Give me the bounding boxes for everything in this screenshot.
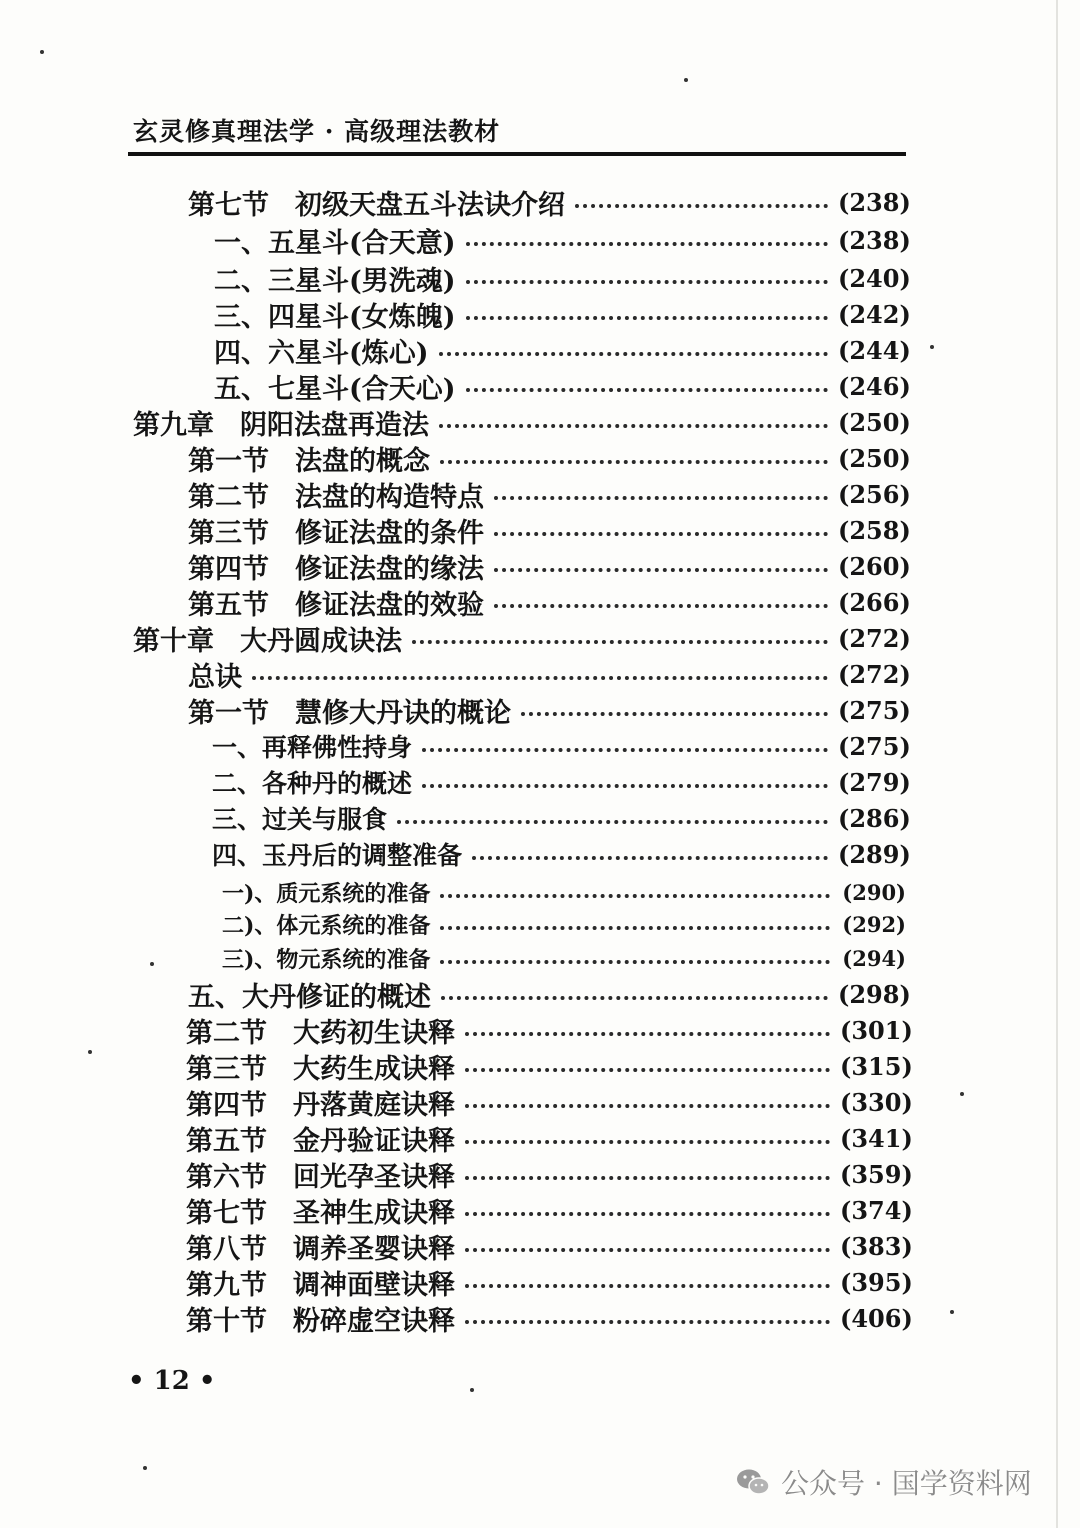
wechat-icon: [735, 1467, 771, 1497]
toc-entry-label: 第四节: [186, 1089, 267, 1121]
toc-entry-label: 五、七星斗(合天心): [214, 373, 456, 405]
scan-speck: [150, 962, 154, 966]
dot-leader: [441, 996, 828, 1000]
toc-entry: [133, 620, 911, 657]
toc-entry-page: (290): [842, 879, 906, 905]
toc-entry: [186, 1192, 913, 1229]
scan-speck: [40, 50, 44, 54]
toc-entry: [214, 296, 911, 333]
toc-entry-label: 一、再释佛性持身: [212, 733, 413, 762]
toc-entry: [214, 222, 911, 259]
dot-leader: [440, 460, 828, 464]
toc-entry: [188, 584, 911, 621]
toc-entry-label: 第三节: [186, 1053, 267, 1085]
toc-entry-page: (275): [838, 695, 911, 725]
toc-entry-label: 第十章: [133, 625, 214, 657]
dot-leader: [412, 640, 828, 644]
toc-entry-title: 金丹验证诀释: [293, 1125, 455, 1157]
dot-leader: [422, 748, 828, 752]
dot-leader: [440, 926, 830, 930]
toc-entry-page: (330): [840, 1087, 913, 1117]
toc-entry-title: 调神面壁诀释: [293, 1269, 455, 1301]
toc-entry-page: (315): [840, 1051, 913, 1081]
toc-entry-page: (383): [840, 1231, 913, 1261]
toc-entry: [188, 440, 911, 477]
dot-leader: [466, 316, 828, 320]
toc-entry: [186, 1120, 913, 1157]
dot-leader: [422, 784, 828, 788]
dot-leader: [466, 242, 828, 246]
dot-leader: [494, 532, 828, 536]
toc-entry-page: (238): [838, 225, 911, 255]
toc-entry-label: 二)、体元系统的准备: [222, 912, 431, 939]
toc-entry: [212, 764, 911, 800]
dot-leader: [397, 820, 828, 824]
toc-entry: [186, 1228, 913, 1265]
toc-entry-page: (289): [838, 839, 911, 869]
toc-entry-page: (374): [840, 1195, 913, 1225]
toc-entry: [214, 368, 911, 405]
toc-entry-title: 慧修大丹诀的概论: [295, 697, 511, 729]
toc-entry-label: 三、四星斗(女炼魄): [214, 301, 456, 333]
dot-leader: [439, 424, 828, 428]
toc-entry-title: 调养圣婴诀释: [293, 1233, 455, 1265]
toc-entry-page: (260): [838, 551, 911, 581]
toc-entry-page: (272): [838, 623, 911, 653]
toc-entry: [186, 1048, 913, 1085]
toc-entry: [212, 800, 911, 836]
toc-entry: [186, 1156, 913, 1193]
toc-entry-label: 第五节: [186, 1125, 267, 1157]
toc-entry: [186, 1300, 913, 1337]
dot-leader: [252, 676, 828, 680]
toc-entry-page: (275): [838, 731, 911, 761]
toc-entry-label: 第四节: [188, 553, 269, 585]
dot-leader: [465, 1320, 830, 1324]
toc-entry-label: 三)、物元系统的准备: [222, 946, 431, 973]
toc-entry-page: (395): [840, 1267, 913, 1297]
toc-entry-label: 四、玉丹后的调整准备: [212, 841, 463, 870]
toc-entry: [133, 404, 911, 441]
toc-entry-label: 第三节: [188, 517, 269, 549]
scan-speck: [930, 345, 934, 349]
toc-entry: [186, 1012, 913, 1049]
toc-entry-page: (250): [838, 407, 911, 437]
toc-entry-title: 法盘的构造特点: [295, 481, 484, 513]
toc-entry-title: 修证法盘的缘法: [295, 553, 484, 585]
scan-edge: [1056, 0, 1058, 1528]
toc-entry: [212, 836, 911, 872]
dot-leader: [494, 496, 828, 500]
toc-entry-label: 第九节: [186, 1269, 267, 1301]
toc-entry-page: (341): [840, 1123, 913, 1153]
toc-entry-page: (242): [838, 299, 911, 329]
dot-leader: [465, 1212, 830, 1216]
toc-entry-page: (279): [838, 767, 911, 797]
dot-leader: [521, 712, 828, 716]
toc-entry-label: 第一节: [188, 697, 269, 729]
toc-entry-title: 修证法盘的条件: [295, 517, 484, 549]
toc-entry-title: 圣神生成诀释: [293, 1197, 455, 1229]
toc-entry: [222, 940, 906, 976]
scan-speck: [470, 1388, 474, 1392]
toc-entry-page: (250): [838, 443, 911, 473]
toc-entry: [222, 906, 906, 942]
dot-leader: [465, 1140, 830, 1144]
toc-entry-label: 第六节: [186, 1161, 267, 1193]
page-number: • 12 •: [128, 1366, 216, 1396]
dot-leader: [472, 856, 828, 860]
dot-leader: [440, 894, 830, 898]
toc-entry: [188, 548, 911, 585]
toc-entry-page: (240): [838, 263, 911, 293]
toc-entry-page: (292): [842, 911, 906, 937]
dot-leader: [465, 1032, 830, 1036]
toc-entry-label: 第一节: [188, 445, 269, 477]
toc-entry-page: (246): [838, 371, 911, 401]
toc-entry-label: 第七节: [186, 1197, 267, 1229]
toc-entry-title: 初级天盘五斗法诀介绍: [295, 189, 565, 221]
toc-entry: [212, 728, 911, 764]
dot-leader: [465, 1104, 830, 1108]
toc-entry: [222, 874, 906, 910]
scan-speck: [684, 78, 688, 82]
toc-entry-title: 阴阳法盘再造法: [240, 409, 429, 441]
toc-entry-label: 第十节: [186, 1305, 267, 1337]
toc-entry-title: 大丹圆成诀法: [240, 625, 402, 657]
dot-leader: [466, 388, 828, 392]
scan-speck: [960, 1092, 964, 1096]
toc-entry-label: 第七节: [188, 189, 269, 221]
toc-entry-label: 第二节: [188, 481, 269, 513]
scan-speck: [88, 1050, 92, 1054]
toc-entry-page: (359): [840, 1159, 913, 1189]
wechat-watermark: [735, 1462, 1032, 1502]
toc-entry-page: (256): [838, 479, 911, 509]
toc-entry-label: 第八节: [186, 1233, 267, 1265]
header-rule: [128, 152, 906, 156]
toc-entry-title: 丹落黄庭诀释: [293, 1089, 455, 1121]
toc-entry: [188, 512, 911, 549]
toc-entry-page: (406): [840, 1303, 913, 1333]
scan-speck: [143, 1466, 147, 1470]
toc-entry: [188, 184, 911, 221]
toc-entry-label: 五、大丹修证的概述: [188, 981, 431, 1013]
dot-leader: [575, 204, 828, 208]
scan-speck: [950, 1310, 954, 1314]
toc-entry: [214, 260, 911, 297]
toc-entry-label: 第二节: [186, 1017, 267, 1049]
toc-entry-label: 二、三星斗(男洗魂): [214, 265, 456, 297]
dot-leader: [494, 568, 828, 572]
toc-entry: [214, 332, 911, 369]
watermark-text: 公众号 · 国学资料网: [781, 1467, 1032, 1500]
toc-entry-label: 四、六星斗(炼心): [214, 337, 429, 369]
toc-entry-page: (272): [838, 659, 911, 689]
dot-leader: [465, 1176, 830, 1180]
dot-leader: [439, 352, 828, 356]
toc-entry-page: (298): [838, 979, 911, 1009]
toc-entry-label: 二、各种丹的概述: [212, 769, 413, 798]
toc-entry-label: 第五节: [188, 589, 269, 621]
dot-leader: [465, 1068, 830, 1072]
toc-entry-title: 法盘的概念: [295, 445, 430, 477]
toc-entry-title: 大药生成诀释: [293, 1053, 455, 1085]
toc-entry-page: (258): [838, 515, 911, 545]
dot-leader: [466, 280, 828, 284]
toc-entry-label: 第九章: [133, 409, 214, 441]
toc-entry: [186, 1264, 913, 1301]
toc-entry-page: (286): [838, 803, 911, 833]
toc-entry-page: (238): [838, 187, 911, 217]
toc-entry-page: (266): [838, 587, 911, 617]
toc-entry-page: (301): [840, 1015, 913, 1045]
toc-entry-title: 大药初生诀释: [293, 1017, 455, 1049]
toc-entry: [188, 976, 911, 1013]
toc-entry-title: 修证法盘的效验: [295, 589, 484, 621]
toc-entry: [186, 1084, 913, 1121]
toc-entry-title: 回光孕圣诀释: [293, 1161, 455, 1193]
toc-entry-page: (294): [842, 945, 906, 971]
toc-entry-label: 三、过关与服食: [212, 805, 388, 834]
toc-entry-label: 一、五星斗(合天意): [214, 227, 456, 259]
toc-entry-label: 总诀: [188, 661, 242, 693]
dot-leader: [440, 960, 830, 964]
toc-entry-title: 粉碎虚空诀释: [293, 1305, 455, 1337]
toc-entry-page: (244): [838, 335, 911, 365]
dot-leader: [465, 1248, 830, 1252]
toc-entry: [188, 656, 911, 693]
toc-entry-label: 一)、质元系统的准备: [222, 880, 431, 907]
toc-entry: [188, 692, 911, 729]
toc-entry: [188, 476, 911, 513]
dot-leader: [465, 1284, 830, 1288]
running-header: 玄灵修真理法学 · 高级理法教材: [133, 117, 501, 146]
dot-leader: [494, 604, 828, 608]
